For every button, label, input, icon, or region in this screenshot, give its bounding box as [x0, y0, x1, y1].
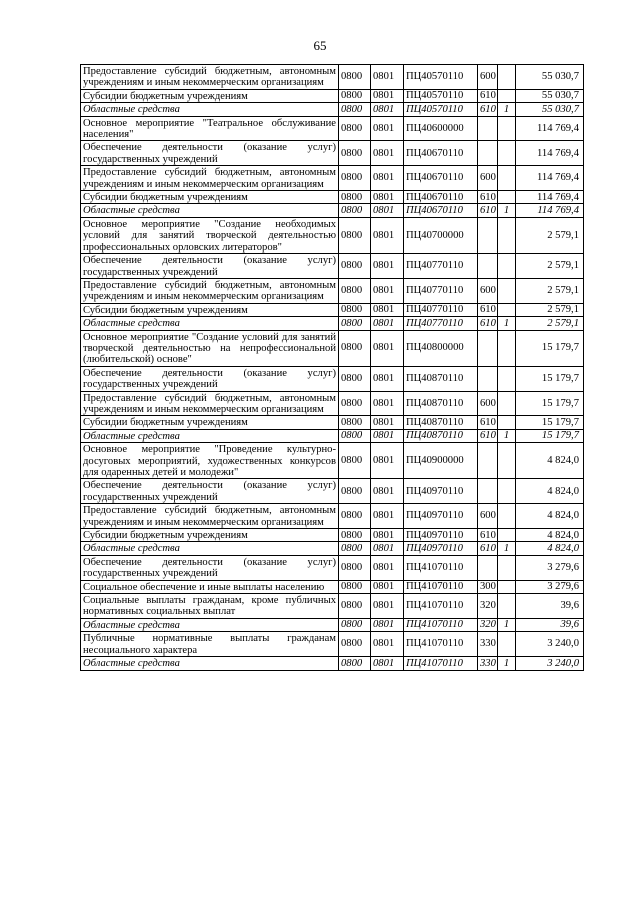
funding-source-code [498, 594, 516, 619]
row-name: Субсидии бюджетным учреждениям [81, 416, 339, 429]
ministry-code: 0800 [339, 303, 371, 316]
funding-source-code: 1 [498, 103, 516, 116]
amount: 3 240,0 [516, 657, 584, 670]
amount: 4 824,0 [516, 443, 584, 479]
target-article-code: ПЦ40970110 [404, 504, 478, 529]
section-code: 0801 [371, 632, 404, 657]
expense-type-code [478, 555, 498, 580]
row-name: Основное мероприятие "Создание условий для занятий творческой деятельностью на непрофессиональной (любительской) основе" [81, 330, 339, 366]
target-article-code: ПЦ40670110 [404, 166, 478, 191]
ministry-code: 0800 [339, 555, 371, 580]
expense-type-code: 600 [478, 391, 498, 416]
ministry-code: 0800 [339, 391, 371, 416]
row-name: Социальные выплаты гражданам, кроме публичных нормативных социальных выплат [81, 594, 339, 619]
row-name: Основное мероприятие "Проведение культурно-досуговых мероприятий, художественных конкурсов для одаренных детей и молодежи" [81, 443, 339, 479]
target-article-code: ПЦ40900000 [404, 443, 478, 479]
amount: 15 179,7 [516, 366, 584, 391]
expense-type-code: 610 [478, 542, 498, 555]
amount: 39,6 [516, 594, 584, 619]
expense-type-code: 600 [478, 278, 498, 303]
table-row [81, 254, 584, 279]
ministry-code: 0800 [339, 580, 371, 593]
table-row [81, 542, 584, 555]
expense-type-code: 600 [478, 166, 498, 191]
funding-source-code [498, 580, 516, 593]
expense-type-code: 610 [478, 89, 498, 102]
target-article-code: ПЦ40670110 [404, 204, 478, 217]
table-row [81, 116, 584, 141]
funding-source-code [498, 89, 516, 102]
ministry-code: 0800 [339, 141, 371, 166]
funding-source-code: 1 [498, 429, 516, 442]
row-name: Областные средства [81, 429, 339, 442]
ministry-code: 0800 [339, 479, 371, 504]
row-name: Областные средства [81, 204, 339, 217]
amount: 114 769,4 [516, 116, 584, 141]
budget-table [80, 64, 584, 671]
ministry-code: 0800 [339, 416, 371, 429]
ministry-code: 0800 [339, 529, 371, 542]
table-row [81, 618, 584, 631]
ministry-code: 0800 [339, 89, 371, 102]
target-article-code: ПЦ40870110 [404, 366, 478, 391]
row-name: Предоставление субсидий бюджетным, автономным учреждениям и иным некоммерческим организациям [81, 504, 339, 529]
funding-source-code: 1 [498, 317, 516, 330]
expense-type-code: 330 [478, 657, 498, 670]
expense-type-code [478, 254, 498, 279]
row-name: Основное мероприятие "Создание необходимых условий для занятий творческой деятельностью профессиональных орловских литераторов" [81, 217, 339, 253]
expense-type-code: 600 [478, 504, 498, 529]
section-code: 0801 [371, 416, 404, 429]
target-article-code: ПЦ40570110 [404, 103, 478, 116]
row-name: Обеспечение деятельности (оказание услуг) государственных учреждений [81, 479, 339, 504]
row-name: Субсидии бюджетным учреждениям [81, 303, 339, 316]
table-row [81, 443, 584, 479]
ministry-code: 0800 [339, 65, 371, 90]
section-code: 0801 [371, 116, 404, 141]
expense-type-code [478, 443, 498, 479]
ministry-code: 0800 [339, 443, 371, 479]
expense-type-code: 300 [478, 580, 498, 593]
expense-type-code [478, 479, 498, 504]
row-name: Предоставление субсидий бюджетным, автономным учреждениям и иным некоммерческим организациям [81, 391, 339, 416]
target-article-code: ПЦ40770110 [404, 254, 478, 279]
amount: 4 824,0 [516, 542, 584, 555]
target-article-code: ПЦ40800000 [404, 330, 478, 366]
row-name: Социальное обеспечение и иные выплаты населению [81, 580, 339, 593]
ministry-code: 0800 [339, 330, 371, 366]
row-name: Областные средства [81, 542, 339, 555]
amount: 2 579,1 [516, 317, 584, 330]
amount: 55 030,7 [516, 103, 584, 116]
amount: 55 030,7 [516, 65, 584, 90]
row-name: Обеспечение деятельности (оказание услуг) государственных учреждений [81, 366, 339, 391]
funding-source-code [498, 278, 516, 303]
table-row [81, 65, 584, 90]
target-article-code: ПЦ41070110 [404, 580, 478, 593]
amount: 114 769,4 [516, 204, 584, 217]
expense-type-code: 610 [478, 416, 498, 429]
amount: 4 824,0 [516, 504, 584, 529]
expense-type-code: 610 [478, 103, 498, 116]
ministry-code: 0800 [339, 657, 371, 670]
ministry-code: 0800 [339, 166, 371, 191]
section-code: 0801 [371, 204, 404, 217]
funding-source-code [498, 529, 516, 542]
table-row [81, 330, 584, 366]
ministry-code: 0800 [339, 366, 371, 391]
section-code: 0801 [371, 542, 404, 555]
funding-source-code [498, 254, 516, 279]
amount: 4 824,0 [516, 529, 584, 542]
funding-source-code [498, 632, 516, 657]
target-article-code: ПЦ40700000 [404, 217, 478, 253]
amount: 2 579,1 [516, 303, 584, 316]
section-code: 0801 [371, 317, 404, 330]
amount: 15 179,7 [516, 429, 584, 442]
expense-type-code: 600 [478, 65, 498, 90]
section-code: 0801 [371, 278, 404, 303]
section-code: 0801 [371, 529, 404, 542]
table-row [81, 594, 584, 619]
target-article-code: ПЦ40670110 [404, 141, 478, 166]
table-row [81, 657, 584, 670]
table-row [81, 580, 584, 593]
funding-source-code [498, 330, 516, 366]
row-name: Публичные нормативные выплаты гражданам несоциального характера [81, 632, 339, 657]
target-article-code: ПЦ41070110 [404, 657, 478, 670]
section-code: 0801 [371, 89, 404, 102]
ministry-code: 0800 [339, 594, 371, 619]
target-article-code: ПЦ40970110 [404, 479, 478, 504]
ministry-code: 0800 [339, 191, 371, 204]
amount: 3 279,6 [516, 580, 584, 593]
section-code: 0801 [371, 103, 404, 116]
amount: 114 769,4 [516, 191, 584, 204]
table-row [81, 429, 584, 442]
expense-type-code [478, 217, 498, 253]
funding-source-code [498, 479, 516, 504]
funding-source-code [498, 303, 516, 316]
row-name: Субсидии бюджетным учреждениям [81, 191, 339, 204]
table-row [81, 303, 584, 316]
target-article-code: ПЦ40970110 [404, 529, 478, 542]
section-code: 0801 [371, 657, 404, 670]
ministry-code: 0800 [339, 204, 371, 217]
amount: 55 030,7 [516, 89, 584, 102]
amount: 3 240,0 [516, 632, 584, 657]
target-article-code: ПЦ40970110 [404, 542, 478, 555]
ministry-code: 0800 [339, 116, 371, 141]
expense-type-code: 610 [478, 191, 498, 204]
table-row [81, 479, 584, 504]
amount: 2 579,1 [516, 217, 584, 253]
expense-type-code [478, 366, 498, 391]
section-code: 0801 [371, 254, 404, 279]
table-row [81, 141, 584, 166]
row-name: Областные средства [81, 657, 339, 670]
section-code: 0801 [371, 618, 404, 631]
section-code: 0801 [371, 479, 404, 504]
funding-source-code [498, 116, 516, 141]
row-name: Основное мероприятие "Театральное обслуживание населения" [81, 116, 339, 141]
ministry-code: 0800 [339, 504, 371, 529]
ministry-code: 0800 [339, 217, 371, 253]
page-number: 65 [313, 38, 327, 53]
target-article-code: ПЦ40570110 [404, 89, 478, 102]
section-code: 0801 [371, 191, 404, 204]
funding-source-code [498, 504, 516, 529]
target-article-code: ПЦ40770110 [404, 278, 478, 303]
row-name: Субсидии бюджетным учреждениям [81, 89, 339, 102]
amount: 15 179,7 [516, 391, 584, 416]
table-row [81, 416, 584, 429]
expense-type-code: 330 [478, 632, 498, 657]
section-code: 0801 [371, 141, 404, 166]
expense-type-code [478, 116, 498, 141]
section-code: 0801 [371, 366, 404, 391]
table-row [81, 89, 584, 102]
table-row [81, 317, 584, 330]
funding-source-code [498, 391, 516, 416]
ministry-code: 0800 [339, 632, 371, 657]
expense-type-code: 610 [478, 317, 498, 330]
section-code: 0801 [371, 391, 404, 416]
target-article-code: ПЦ40870110 [404, 391, 478, 416]
expense-type-code: 610 [478, 529, 498, 542]
row-name: Обеспечение деятельности (оказание услуг) государственных учреждений [81, 254, 339, 279]
funding-source-code: 1 [498, 542, 516, 555]
ministry-code: 0800 [339, 429, 371, 442]
row-name: Предоставление субсидий бюджетным, автономным учреждениям и иным некоммерческим организациям [81, 166, 339, 191]
table-row [81, 103, 584, 116]
section-code: 0801 [371, 217, 404, 253]
funding-source-code [498, 141, 516, 166]
target-article-code: ПЦ40770110 [404, 303, 478, 316]
section-code: 0801 [371, 166, 404, 191]
section-code: 0801 [371, 555, 404, 580]
target-article-code: ПЦ40770110 [404, 317, 478, 330]
funding-source-code: 1 [498, 657, 516, 670]
table-body [81, 65, 584, 671]
section-code: 0801 [371, 330, 404, 366]
funding-source-code [498, 555, 516, 580]
row-name: Областные средства [81, 317, 339, 330]
amount: 2 579,1 [516, 254, 584, 279]
amount: 15 179,7 [516, 330, 584, 366]
target-article-code: ПЦ40670110 [404, 191, 478, 204]
expense-type-code [478, 141, 498, 166]
section-code: 0801 [371, 594, 404, 619]
expense-type-code: 610 [478, 429, 498, 442]
target-article-code: ПЦ41070110 [404, 632, 478, 657]
section-code: 0801 [371, 580, 404, 593]
expense-type-code [478, 330, 498, 366]
funding-source-code [498, 217, 516, 253]
amount: 3 279,6 [516, 555, 584, 580]
section-code: 0801 [371, 504, 404, 529]
table-row [81, 529, 584, 542]
table-row [81, 217, 584, 253]
target-article-code: ПЦ40570110 [404, 65, 478, 90]
ministry-code: 0800 [339, 278, 371, 303]
funding-source-code [498, 191, 516, 204]
ministry-code: 0800 [339, 542, 371, 555]
target-article-code: ПЦ40600000 [404, 116, 478, 141]
section-code: 0801 [371, 443, 404, 479]
table-row [81, 632, 584, 657]
row-name: Обеспечение деятельности (оказание услуг) государственных учреждений [81, 141, 339, 166]
amount: 39,6 [516, 618, 584, 631]
section-code: 0801 [371, 65, 404, 90]
row-name: Обеспечение деятельности (оказание услуг) государственных учреждений [81, 555, 339, 580]
table-row [81, 366, 584, 391]
table-row [81, 204, 584, 217]
target-article-code: ПЦ40870110 [404, 416, 478, 429]
table-row [81, 191, 584, 204]
funding-source-code [498, 416, 516, 429]
amount: 4 824,0 [516, 479, 584, 504]
section-code: 0801 [371, 429, 404, 442]
ministry-code: 0800 [339, 254, 371, 279]
row-name: Областные средства [81, 103, 339, 116]
ministry-code: 0800 [339, 317, 371, 330]
funding-source-code: 1 [498, 618, 516, 631]
target-article-code: ПЦ41070110 [404, 618, 478, 631]
ministry-code: 0800 [339, 618, 371, 631]
funding-source-code [498, 443, 516, 479]
expense-type-code: 610 [478, 204, 498, 217]
expense-type-code: 320 [478, 618, 498, 631]
target-article-code: ПЦ41070110 [404, 555, 478, 580]
funding-source-code [498, 65, 516, 90]
expense-type-code: 610 [478, 303, 498, 316]
row-name: Предоставление субсидий бюджетным, автономным учреждениям и иным некоммерческим организациям [81, 278, 339, 303]
funding-source-code [498, 166, 516, 191]
table-row [81, 504, 584, 529]
expense-type-code: 320 [478, 594, 498, 619]
target-article-code: ПЦ40870110 [404, 429, 478, 442]
funding-source-code [498, 366, 516, 391]
row-name: Субсидии бюджетным учреждениям [81, 529, 339, 542]
ministry-code: 0800 [339, 103, 371, 116]
funding-source-code: 1 [498, 204, 516, 217]
table-row [81, 278, 584, 303]
row-name: Областные средства [81, 618, 339, 631]
table-row [81, 391, 584, 416]
row-name: Предоставление субсидий бюджетным, автономным учреждениям и иным некоммерческим организациям [81, 65, 339, 90]
section-code: 0801 [371, 303, 404, 316]
table-row [81, 555, 584, 580]
amount: 2 579,1 [516, 278, 584, 303]
amount: 114 769,4 [516, 166, 584, 191]
amount: 114 769,4 [516, 141, 584, 166]
target-article-code: ПЦ41070110 [404, 594, 478, 619]
amount: 15 179,7 [516, 416, 584, 429]
table-row [81, 166, 584, 191]
